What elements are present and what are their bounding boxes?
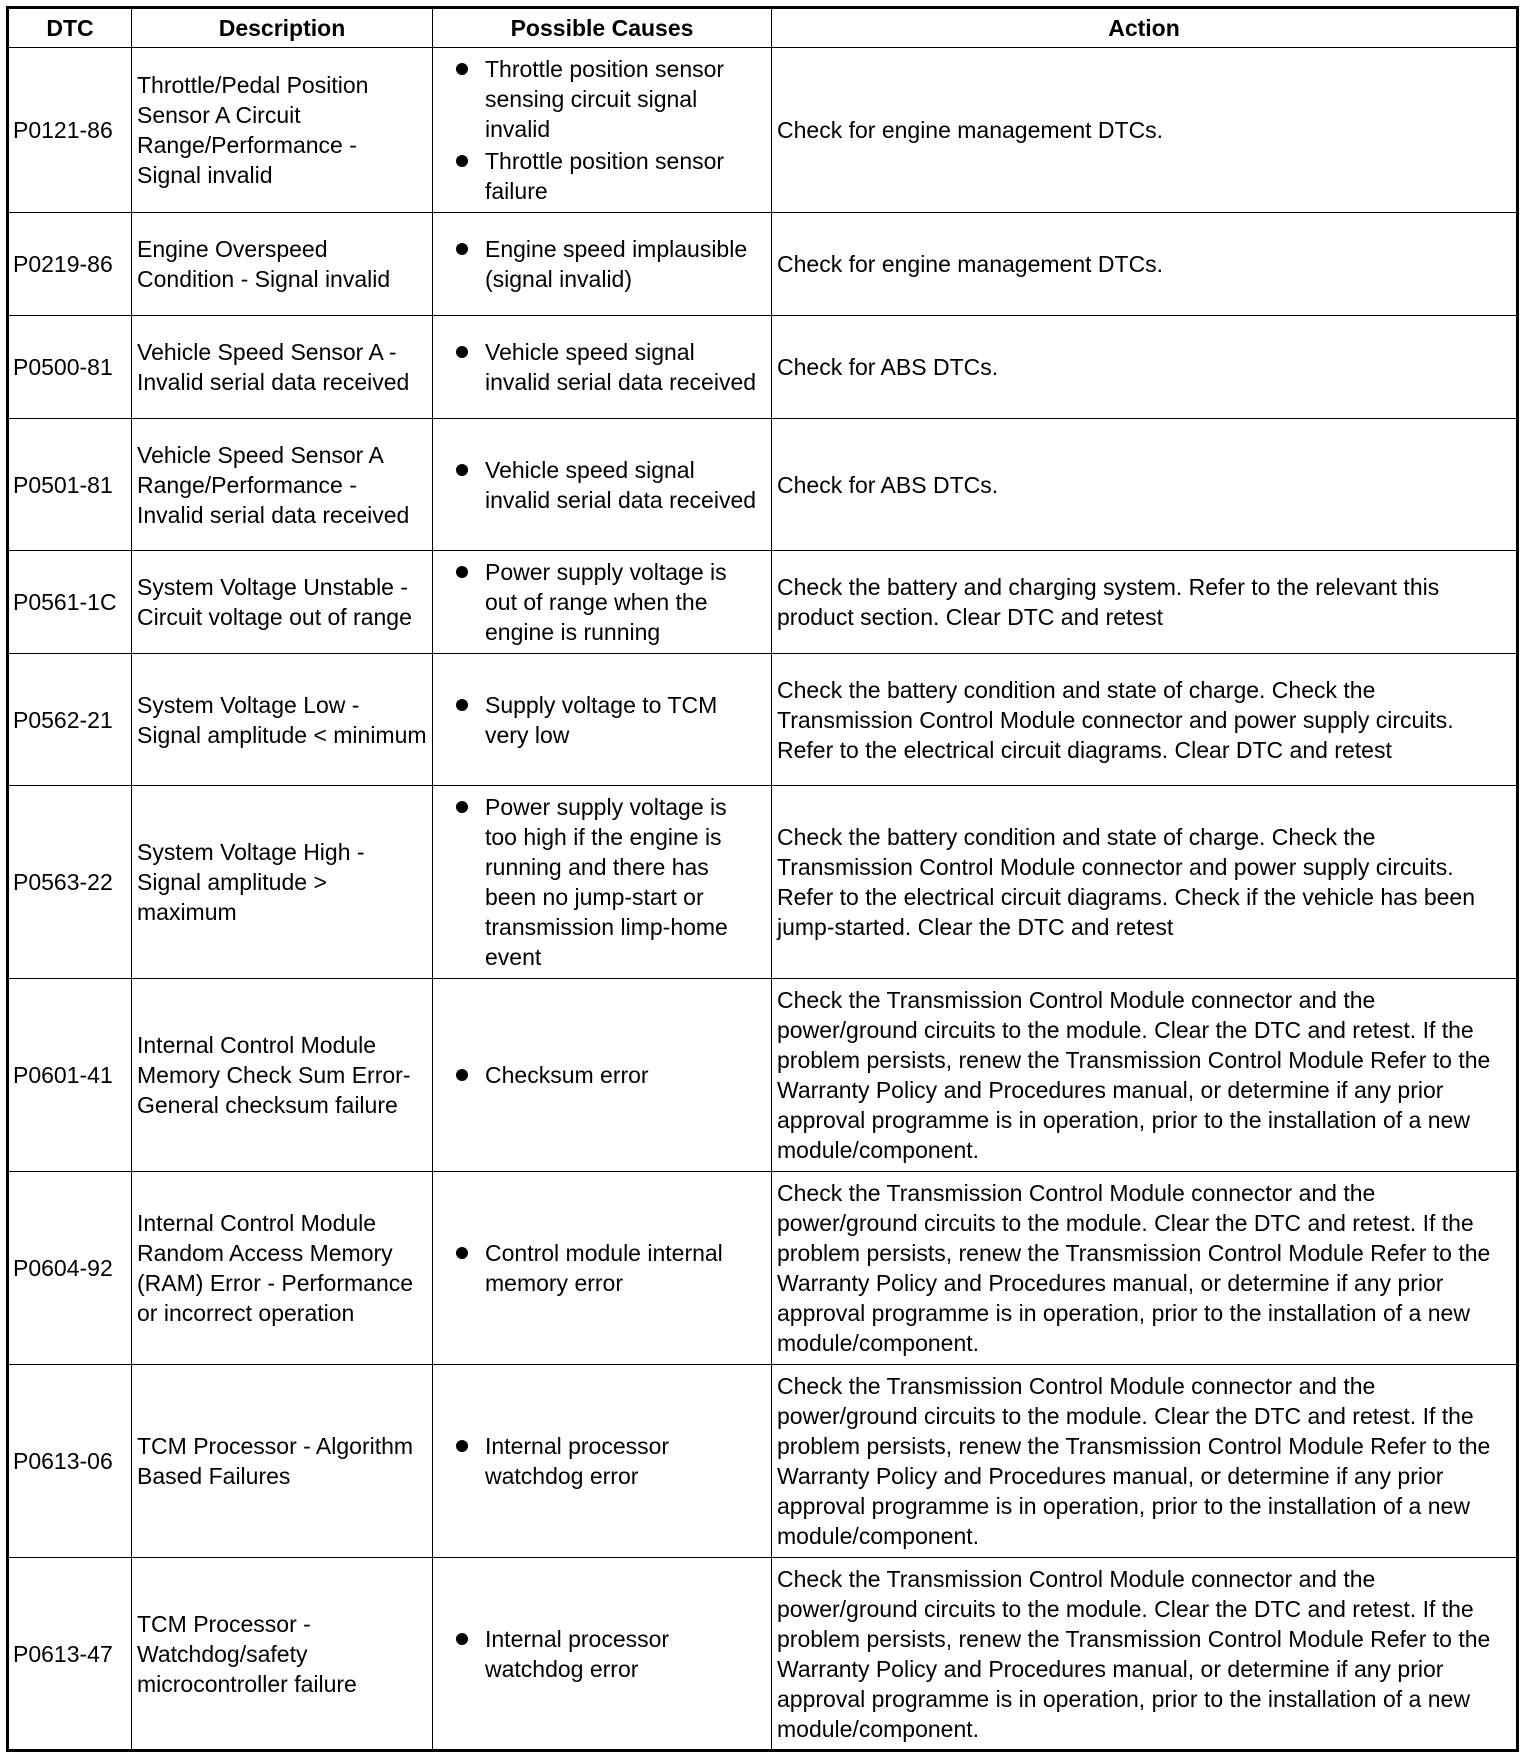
description-cell: Engine Overspeed Condition - Signal invalid xyxy=(132,213,433,316)
cause-item xyxy=(438,557,766,647)
dtc-code: P0601-41 xyxy=(8,979,132,1172)
cause-item xyxy=(438,690,766,750)
cause-item xyxy=(438,146,766,206)
causes-cell xyxy=(433,654,772,786)
table-row xyxy=(8,786,1518,979)
causes-list xyxy=(438,1624,766,1684)
action-cell: Check the battery condition and state of charge. Check the Transmission Control Module connector and power supply circuits. Refer to the electrical circuit diagrams. Clear DTC and retest xyxy=(772,654,1518,786)
bullet-icon xyxy=(456,243,468,255)
cause-text: Engine speed implausible (signal invalid) xyxy=(485,236,748,292)
causes-list xyxy=(438,557,766,647)
table-row xyxy=(8,654,1518,786)
causes-cell xyxy=(433,48,772,213)
cause-text: Control module internal memory error xyxy=(485,1240,723,1296)
action-cell: Check the battery and charging system. Refer to the relevant this product section. Clear DTC and retest xyxy=(772,551,1518,654)
header-row xyxy=(8,8,1518,48)
table-row xyxy=(8,1365,1518,1558)
dtc-table xyxy=(6,6,1519,1752)
cause-item xyxy=(438,1238,766,1298)
cause-text: Vehicle speed signal invalid serial data received xyxy=(485,339,757,395)
action-cell: Check the battery condition and state of charge. Check the Transmission Control Module connector and power supply circuits. Refer to the electrical circuit diagrams. Check if the vehicle has been jump-started. Clear the DTC and retest xyxy=(772,786,1518,979)
description-cell: System Voltage Low - Signal amplitude < minimum xyxy=(132,654,433,786)
cause-item xyxy=(438,337,766,397)
causes-cell xyxy=(433,1365,772,1558)
causes-list xyxy=(438,1431,766,1491)
action-cell: Check for ABS DTCs. xyxy=(772,419,1518,551)
cause-item xyxy=(438,1060,766,1090)
table-row xyxy=(8,551,1518,654)
action-cell: Check the Transmission Control Module connector and the power/ground circuits to the module. Clear the DTC and retest. If the problem persists, renew the Transmission Control Module Refer to the Warranty Policy and Procedures manual, or determine if any prior approval programme is in operation, prior to the installation of a new module/component. xyxy=(772,979,1518,1172)
causes-list xyxy=(438,455,766,515)
causes-list xyxy=(438,234,766,294)
description-cell: Vehicle Speed Sensor A - Invalid serial data received xyxy=(132,316,433,419)
causes-cell xyxy=(433,1558,772,1751)
dtc-code: P0561-1C xyxy=(8,551,132,654)
causes-cell xyxy=(433,316,772,419)
causes-list xyxy=(438,337,766,397)
bullet-icon xyxy=(456,464,468,476)
bullet-icon xyxy=(456,1069,468,1081)
action-cell: Check for ABS DTCs. xyxy=(772,316,1518,419)
bullet-icon xyxy=(456,1247,468,1259)
description-cell: Vehicle Speed Sensor A Range/Performance - Invalid serial data received xyxy=(132,419,433,551)
header-dtc: DTC xyxy=(8,8,132,48)
causes-list xyxy=(438,1060,766,1090)
cause-text: Throttle position sensor sensing circuit signal invalid xyxy=(485,56,725,142)
causes-list xyxy=(438,792,766,972)
dtc-code: P0613-06 xyxy=(8,1365,132,1558)
table-body xyxy=(8,48,1518,1751)
bullet-icon xyxy=(456,1633,468,1645)
causes-list xyxy=(438,1238,766,1298)
description-cell: Internal Control Module Memory Check Sum Error- General checksum failure xyxy=(132,979,433,1172)
action-cell: Check the Transmission Control Module connector and the power/ground circuits to the module. Clear the DTC and retest. If the problem persists, renew the Transmission Control Module Refer to the Warranty Policy and Procedures manual, or determine if any prior approval programme is in operation, prior to the installation of a new module/component. xyxy=(772,1365,1518,1558)
bullet-icon xyxy=(456,346,468,358)
cause-text: Vehicle speed signal invalid serial data received xyxy=(485,456,757,513)
cause-text: Power supply voltage is out of range when the engine is running xyxy=(485,559,727,645)
bullet-icon xyxy=(456,801,468,813)
table-row xyxy=(8,979,1518,1172)
causes-cell xyxy=(433,979,772,1172)
causes-cell xyxy=(433,551,772,654)
table-row xyxy=(8,1172,1518,1365)
table-row xyxy=(8,419,1518,551)
bullet-icon xyxy=(456,155,468,167)
dtc-code: P0613-47 xyxy=(8,1558,132,1751)
table-header xyxy=(8,8,1518,48)
cause-text: Internal processor watchdog error xyxy=(485,1433,670,1489)
action-cell: Check the Transmission Control Module connector and the power/ground circuits to the module. Clear the DTC and retest. If the problem persists, renew the Transmission Control Module Refer to the Warranty Policy and Procedures manual, or determine if any prior approval programme is in operation, prior to the installation of a new module/component. xyxy=(772,1172,1518,1365)
cause-item xyxy=(438,1431,766,1491)
bullet-icon xyxy=(456,63,468,75)
header-action: Action xyxy=(772,8,1518,48)
dtc-code: P0501-81 xyxy=(8,419,132,551)
table-row xyxy=(8,213,1518,316)
cause-item xyxy=(438,455,766,515)
table-row xyxy=(8,1558,1518,1751)
description-cell: System Voltage High - Signal amplitude > maximum xyxy=(132,786,433,979)
action-cell: Check for engine management DTCs. xyxy=(772,48,1518,213)
causes-list xyxy=(438,690,766,750)
description-cell: Internal Control Module Random Access Memory (RAM) Error - Performance or incorrect operation xyxy=(132,1172,433,1365)
dtc-code: P0563-22 xyxy=(8,786,132,979)
description-cell: Throttle/Pedal Position Sensor A Circuit Range/Performance - Signal invalid xyxy=(132,48,433,213)
cause-text: Throttle position sensor failure xyxy=(485,148,725,204)
cause-item xyxy=(438,792,766,972)
cause-item xyxy=(438,54,766,144)
description-cell: System Voltage Unstable - Circuit voltage out of range xyxy=(132,551,433,654)
bullet-icon xyxy=(456,699,468,711)
action-cell: Check for engine management DTCs. xyxy=(772,213,1518,316)
bullet-icon xyxy=(456,1440,468,1452)
dtc-code: P0562-21 xyxy=(8,654,132,786)
cause-text: Checksum error xyxy=(485,1062,649,1088)
cause-item xyxy=(438,1624,766,1684)
header-possible-causes: Possible Causes xyxy=(433,8,772,48)
causes-cell xyxy=(433,419,772,551)
causes-cell xyxy=(433,213,772,316)
cause-item xyxy=(438,234,766,294)
table-row xyxy=(8,48,1518,213)
dtc-code: P0500-81 xyxy=(8,316,132,419)
description-cell: TCM Processor - Watchdog/safety microcontroller failure xyxy=(132,1558,433,1751)
dtc-code: P0121-86 xyxy=(8,48,132,213)
action-cell: Check the Transmission Control Module connector and the power/ground circuits to the module. Clear the DTC and retest. If the problem persists, renew the Transmission Control Module Refer to the Warranty Policy and Procedures manual, or determine if any prior approval programme is in operation, prior to the installation of a new module/component. xyxy=(772,1558,1518,1751)
cause-text: Power supply voltage is too high if the engine is running and there has been no jump-start or transmission limp-home event xyxy=(485,794,728,970)
causes-cell xyxy=(433,1172,772,1365)
dtc-code: P0219-86 xyxy=(8,213,132,316)
causes-list xyxy=(438,54,766,206)
cause-text: Supply voltage to TCM very low xyxy=(485,691,718,748)
header-description: Description xyxy=(132,8,433,48)
causes-cell xyxy=(433,786,772,979)
cause-text: Internal processor watchdog error xyxy=(485,1625,670,1682)
table-row xyxy=(8,316,1518,419)
dtc-code: P0604-92 xyxy=(8,1172,132,1365)
description-cell: TCM Processor - Algorithm Based Failures xyxy=(132,1365,433,1558)
bullet-icon xyxy=(456,566,468,578)
